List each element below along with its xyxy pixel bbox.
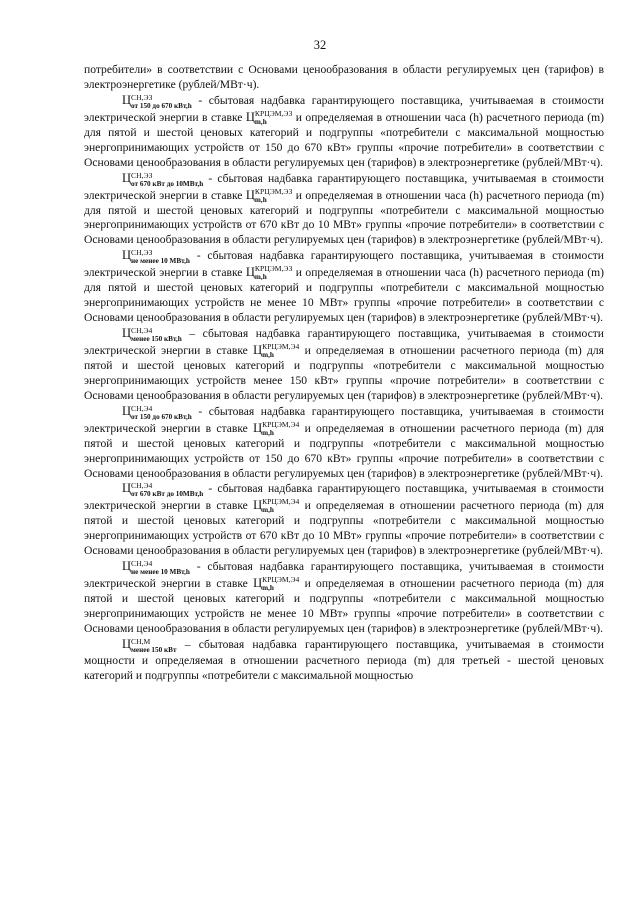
symbol-subscript: от 150 до 670 кВт,h bbox=[131, 412, 192, 421]
ref-subscript: m,h bbox=[254, 117, 267, 126]
rate-reference bbox=[245, 108, 293, 126]
symbol-base: Ц bbox=[122, 325, 132, 340]
ref-superscript: КРЦЭМ,ЭЗ bbox=[254, 264, 293, 274]
definition-text-before: - сбытовая надбавка гарантирующего поставщика, учитываемая в стоимости электрической энергии в ставке bbox=[84, 171, 604, 202]
symbol-subscript: не менее 10 МВт,h bbox=[131, 568, 190, 577]
ref-superscript: КРЦЭМ,ЭЗ bbox=[254, 108, 293, 118]
intro-paragraph: потребители» в соответствии с Основами ценообразования в области регулируемых цен (тарифов) в электроэнергетике (рублей/МВт·ч). bbox=[84, 63, 604, 91]
ref-superscript: КРЦЭМ,Э4 bbox=[262, 497, 300, 507]
definition-paragraph bbox=[84, 404, 604, 482]
rate-reference bbox=[253, 575, 300, 593]
definition-paragraph bbox=[84, 559, 604, 637]
ref-superscript: КРЦЭМ,Э4 bbox=[262, 341, 300, 351]
definition-text-after: и определяемая в отношении расчетного периода (m) для пятой и шестой ценовых категорий и подгруппы «потребители с максимальной мощностью энергопринимающих устройств менее 150 кВт» группы «прочие потребители» в соответствии с Основами ценообразования в области регулируемых цен (тарифов) в электроэнергетике (рублей/МВт·ч). bbox=[84, 343, 604, 402]
rate-reference bbox=[253, 419, 300, 437]
definition-text-after: и определяемая в отношении расчетного периода (m) для пятой и шестой ценовых категорий и подгруппы «потребители с максимальной мощностью энергопринимающих устройств от 150 до 670 кВт» группы «прочие потребители» в соответствии с Основами ценообразования в области регулируемых цен (тарифов) в электроэнергетике (рублей/МВт·ч). bbox=[84, 421, 604, 480]
ref-subscript: m,h bbox=[262, 350, 274, 359]
symbol-subscript: от 670 кВт до 10МВт,h bbox=[131, 179, 204, 188]
definition-paragraph bbox=[84, 171, 604, 249]
rate-reference bbox=[245, 186, 293, 204]
definition-text-before: - сбытовая надбавка гарантирующего поставщика, учитываемая в стоимости электрической энергии в ставке bbox=[84, 93, 604, 124]
formula-symbol bbox=[122, 404, 192, 421]
symbol-base: Ц bbox=[122, 481, 132, 496]
definition-paragraph bbox=[84, 248, 604, 326]
definition-text-after: и определяемая в отношении часа (h) расчетного периода (m) для пятой и шестой ценовых категорий и подгруппы «потребители с максимальной мощностью энергопринимающих устройств от 670 кВт до 10 МВт» группы «прочие потребители» в соответствии с Основами ценообразования в области регулируемых цен (тарифов) в электроэнергетике (рублей/МВт·ч). bbox=[84, 188, 604, 247]
symbol-subscript: менее 150 кВт,h bbox=[131, 334, 182, 343]
ref-symbol-base: Ц bbox=[253, 420, 263, 435]
definition-text-before: - сбытовая надбавка гарантирующего поставщика, учитываемая в стоимости электрической энергии в ставке bbox=[84, 404, 604, 435]
ref-symbol-base: Ц bbox=[253, 498, 263, 513]
formula-symbol bbox=[122, 481, 203, 498]
definition-paragraph-last bbox=[84, 637, 604, 684]
formula-symbol bbox=[122, 637, 176, 654]
ref-subscript: m,h bbox=[262, 428, 274, 437]
symbol-superscript: СН,М bbox=[131, 636, 151, 646]
symbol-base: Ц bbox=[122, 92, 132, 107]
symbol-subscript: менее 150 кВт bbox=[131, 645, 177, 654]
page-body bbox=[84, 63, 604, 684]
ref-symbol-base: Ц bbox=[245, 265, 255, 280]
symbol-superscript: СН,Э4 bbox=[131, 325, 153, 335]
ref-subscript: m,h bbox=[262, 506, 274, 515]
ref-symbol-base: Ц bbox=[245, 109, 255, 124]
definition-text-before: – сбытовая надбавка гарантирующего поставщика, учитываемая в стоимости электрической энергии в ставке bbox=[84, 326, 604, 357]
ref-subscript: m,h bbox=[254, 273, 267, 282]
definitions-list bbox=[84, 93, 604, 637]
ref-subscript: m,h bbox=[262, 584, 274, 593]
ref-superscript: КРЦЭМ,Э4 bbox=[262, 575, 300, 585]
ref-subscript: m,h bbox=[254, 195, 267, 204]
definition-text-before: - сбытовая надбавка гарантирующего поставщика, учитываемая в стоимости электрической энергии в ставке bbox=[84, 249, 604, 280]
formula-symbol bbox=[122, 171, 203, 188]
definition-text-after: и определяемая в отношении часа (h) расчетного периода (m) для пятой и шестой ценовых категорий и подгруппы «потребители с максимальной мощностью энергопринимающих устройств от 150 до 670 кВт» группы «прочие потребители» в соответствии с Основами ценообразования в области регулируемых цен (тарифов) в электроэнергетике (рублей/МВт·ч). bbox=[84, 110, 604, 169]
ref-symbol-base: Ц bbox=[253, 342, 263, 357]
page-number: 32 bbox=[313, 38, 327, 52]
symbol-base: Ц bbox=[122, 248, 132, 263]
symbol-subscript: не менее 10 МВт,h bbox=[131, 257, 190, 266]
symbol-superscript: СН,ЭЗ bbox=[131, 248, 153, 258]
symbol-superscript: СН,ЭЗ bbox=[131, 170, 153, 180]
rate-reference bbox=[253, 497, 300, 515]
symbol-superscript: СН,ЭЗ bbox=[131, 92, 153, 102]
definition-text-after: и определяемая в отношении расчетного периода (m) для пятой и шестой ценовых категорий и подгруппы «потребители с максимальной мощностью энергопринимающих устройств не менее 10 МВт» группы «прочие потребители» в соответствии с Основами ценообразования в области регулируемых цен (тарифов) в электроэнергетике (рублей/МВт·ч). bbox=[84, 577, 604, 635]
definition-paragraph bbox=[84, 93, 604, 171]
formula-symbol bbox=[122, 559, 190, 576]
symbol-base: Ц bbox=[122, 170, 132, 185]
symbol-superscript: СН,Э4 bbox=[131, 403, 153, 413]
definition-paragraph bbox=[84, 481, 604, 559]
definition-text-before: - сбытовая надбавка гарантирующего поставщика, учитываемая в стоимости электрической энергии в ставке bbox=[84, 560, 604, 591]
formula-symbol bbox=[122, 326, 182, 343]
ref-symbol-base: Ц bbox=[245, 187, 255, 202]
definition-text-before: - сбытовая надбавка гарантирующего поставщика, учитываемая в стоимости электрической энергии в ставке bbox=[84, 482, 604, 513]
definition-paragraph bbox=[84, 326, 604, 404]
symbol-superscript: СН,Э4 bbox=[131, 559, 153, 569]
definition-text-after: и определяемая в отношении часа (h) расчетного периода (m) для пятой и шестой ценовых категорий и подгруппы «потребители с максимальной мощностью энергопринимающих устройств не менее 10 МВт» группы «прочие потребители» в соответствии с Основами ценообразования в области регулируемых цен (тарифов) в электроэнергетике (рублей/МВт·ч). bbox=[84, 266, 604, 325]
symbol-base: Ц bbox=[122, 403, 132, 418]
ref-superscript: КРЦЭМ,Э4 bbox=[262, 419, 300, 429]
rate-reference bbox=[253, 341, 300, 359]
symbol-subscript: от 150 до 670 кВт,h bbox=[131, 101, 192, 110]
rate-reference bbox=[245, 264, 293, 282]
symbol-subscript: от 670 кВт до 10МВт,h bbox=[131, 490, 204, 499]
definition-text-after: и определяемая в отношении расчетного периода (m) для пятой и шестой ценовых категорий и подгруппы «потребители с максимальной мощностью энергопринимающих устройств от 670 кВт до 10 МВт» группы «прочие потребители» в соответствии с Основами ценообразования в области регулируемых цен (тарифов) в электроэнергетике (рублей/МВт·ч). bbox=[84, 499, 604, 558]
ref-superscript: КРЦЭМ,ЭЗ bbox=[254, 186, 293, 196]
symbol-base: Ц bbox=[122, 559, 132, 574]
symbol-base: Ц bbox=[122, 636, 132, 651]
formula-symbol bbox=[122, 93, 192, 110]
definition-text: – сбытовая надбавка гарантирующего поставщика, учитываемая в стоимости мощности и определяемая в отношении расчетного периода (m) для третьей - шестой ценовых категорий и подгруппы «потребители с максимальной мощностью bbox=[84, 637, 604, 682]
formula-symbol bbox=[122, 248, 190, 265]
ref-symbol-base: Ц bbox=[253, 576, 263, 591]
symbol-superscript: СН,Э4 bbox=[131, 481, 153, 491]
